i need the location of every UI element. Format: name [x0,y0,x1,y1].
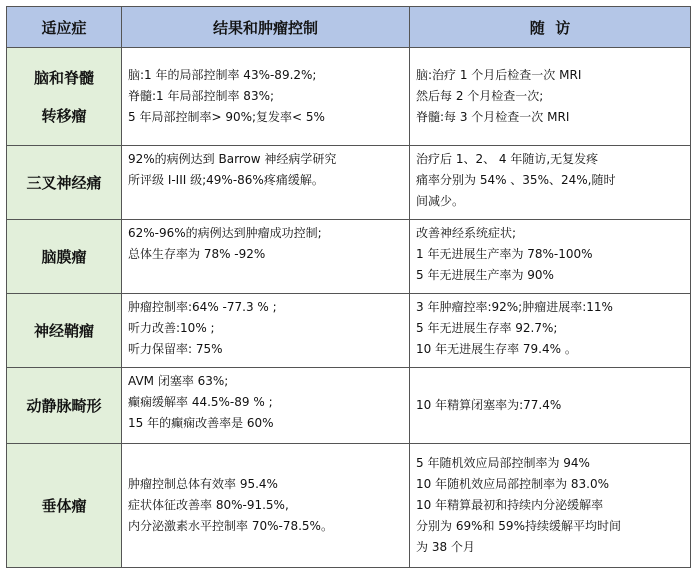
table-row [7,294,691,368]
indication-cell: 脑膜瘤 [7,220,122,294]
indication-cell: 垂体瘤 [7,444,122,568]
indication-cell: 三叉神经痛 [7,146,122,220]
followup-cell: 改善神经系统症状; 1 年无进展生产率为 78%-100% 5 年无进展生产率为 90% [410,220,691,294]
table-row [7,146,691,220]
indication-cell: 动静脉畸形 [7,368,122,444]
followup-cell: 5 年随机效应局部控制率为 94% 10 年随机效应局部控制率为 83.0% 10 年精算最初和持续内分泌缓解率 分别为 69%和 59%持续缓解平均时间 为 38 个月 [410,444,691,568]
header-indication: 适应症 [7,7,122,48]
results-cell: 92%的病例达到 Barrow 神经病学研究 所评级 I-III 级;49%-86%疼痛缓解。 [122,146,410,220]
results-cell: 肿瘤控制总体有效率 95.4% 症状体征改善率 80%-91.5%, 内分泌激素水平控制率 70%-78.5%。 [122,444,410,568]
table-row [7,444,691,568]
table-row [7,220,691,294]
followup-cell: 10 年精算闭塞率为:77.4% [410,368,691,444]
followup-cell: 脑:治疗 1 个月后检查一次 MRI 然后每 2 个月检查一次; 脊髓:每 3 个月检查一次 MRI [410,48,691,146]
header-followup: 随 访 [410,7,691,48]
indication-cell: 神经鞘瘤 [7,294,122,368]
header-results: 结果和肿瘤控制 [122,7,410,48]
header-row [7,7,691,48]
followup-cell: 治疗后 1、2、 4 年随访,无复发疼 痛率分别为 54% 、35%、24%,随时 间减少。 [410,146,691,220]
results-cell: 肿瘤控制率:64% -77.3 % ; 听力改善:10% ; 听力保留率: 75% [122,294,410,368]
table-row [7,368,691,444]
indication-cell: 脑和脊髓 转移瘤 [7,48,122,146]
indications-table [6,6,691,568]
table-row [7,48,691,146]
results-cell: AVM 闭塞率 63%; 癫痫缓解率 44.5%-89 % ; 15 年的癫痫改善率是 60% [122,368,410,444]
followup-cell: 3 年肿瘤控率:92%;肿瘤进展率:11% 5 年无进展生存率 92.7%; 10 年无进展生存率 79.4% 。 [410,294,691,368]
results-cell: 脑:1 年的局部控制率 43%-89.2%; 脊髓:1 年局部控制率 83%; 5 年局部控制率> 90%;复发率< 5% [122,48,410,146]
results-cell: 62%-96%的病例达到肿瘤成功控制; 总体生存率为 78% -92% [122,220,410,294]
